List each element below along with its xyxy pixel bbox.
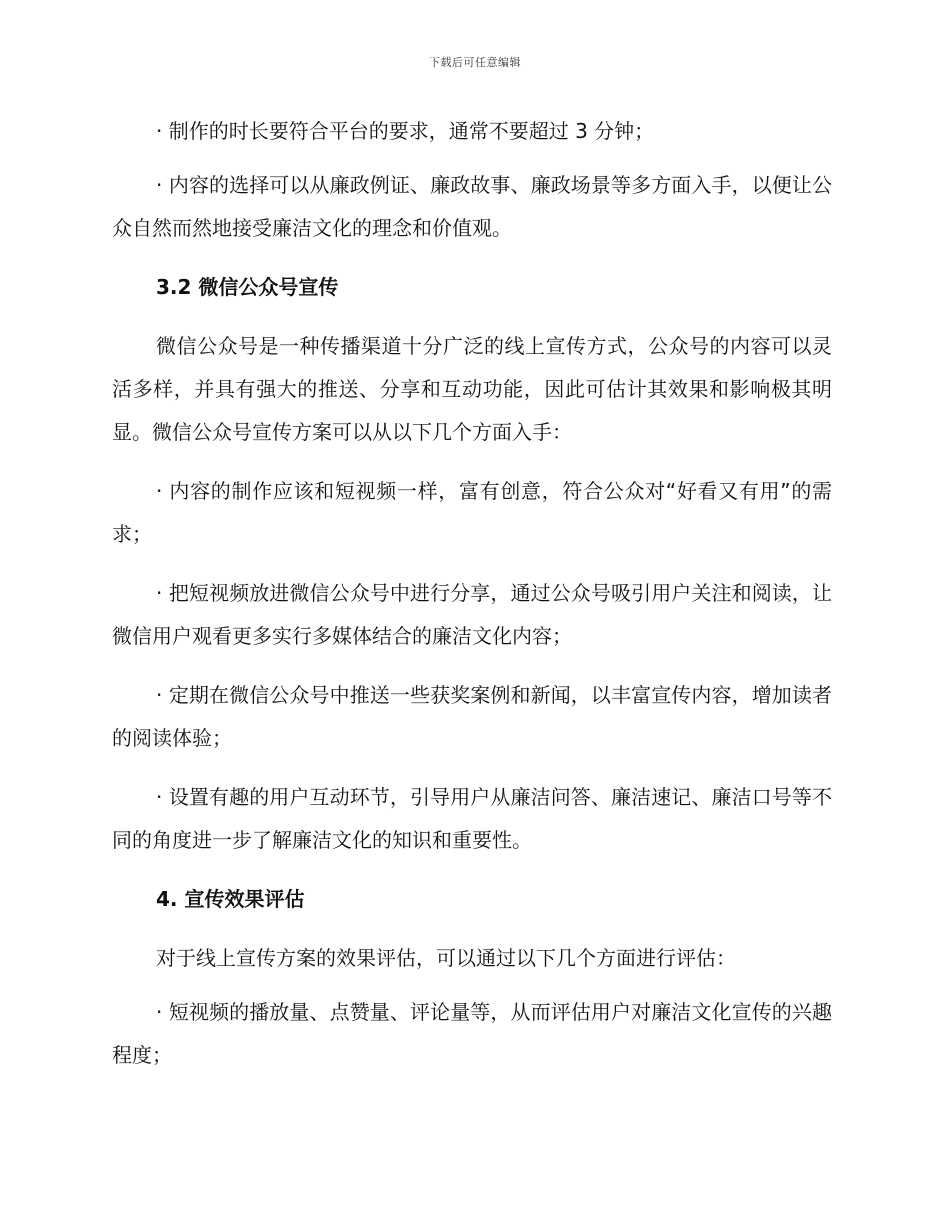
bullet-wechat-share: · 把短视频放进微信公众号中进行分享，通过公众号吸引用户关注和阅读，让微信用户观看更多实行多媒体结合的廉洁文化内容； [112, 581, 832, 648]
bullet-wechat-creative: · 内容的制作应该和短视频一样，富有创意，符合公众对“好看又有用”的需求； [112, 479, 832, 546]
bullet-wechat-push: · 定期在微信公众号中推送一些获奖案例和新闻，以丰富宣传内容，增加读者的阅读体验； [112, 683, 832, 750]
section-heading-wechat: 3.2 微信公众号宣传 [156, 275, 339, 299]
paragraph-wechat-intro: 微信公众号是一种传播渠道十分广泛的线上宣传方式，公众号的内容可以灵活多样，并具有强大的推送、分享和互动功能，因此可估计其效果和影响极其明显。微信公众号宣传方案可以从以下几个方面入手： [112, 334, 832, 444]
document-body [112, 110, 832, 1093]
bullet-content-selection: · 内容的选择可以从廉政例证、廉政故事、廉政场景等多方面入手，以便让公众自然而然地接受廉洁文化的理念和价值观。 [112, 173, 832, 240]
page-header: 下载后可任意编辑 [429, 56, 521, 69]
bullet-evaluation-metrics: · 短视频的播放量、点赞量、评论量等，从而评估用户对廉洁文化宣传的兴趣程度； [112, 1000, 832, 1067]
bullet-wechat-interaction: · 设置有趣的用户互动环节，引导用户从廉洁问答、廉洁速记、廉洁口号等不同的角度进一步了解廉洁文化的知识和重要性。 [112, 785, 832, 852]
section-heading-evaluation: 4. 宣传效果评估 [156, 887, 305, 911]
bullet-duration: · 制作的时长要符合平台的要求，通常不要超过 3 分钟； [156, 119, 655, 143]
paragraph-evaluation-intro: 对于线上宣传方案的效果评估，可以通过以下几个方面进行评估： [156, 946, 736, 970]
